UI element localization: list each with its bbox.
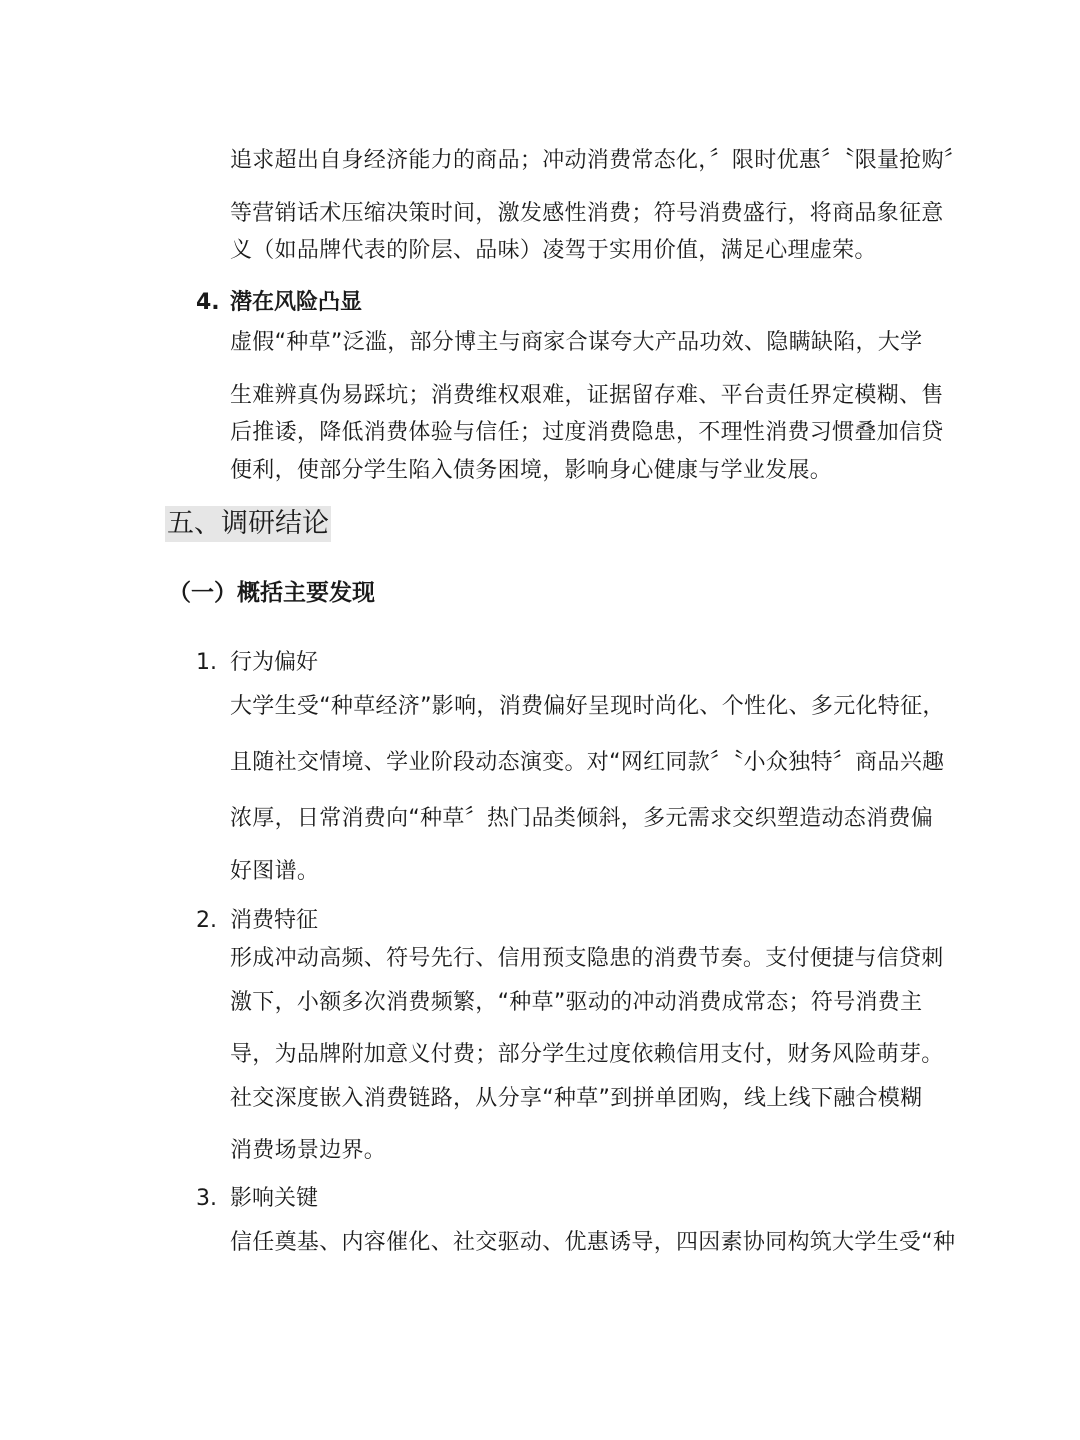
list-item-heading	[196, 1184, 318, 1214]
list-item-title: 潜在风险凸显	[230, 290, 363, 315]
list-item-title: 行为偏好	[230, 650, 319, 675]
list-item-number: 4.	[196, 290, 220, 315]
paragraph-line: 社交深度嵌入消费链路，从分享“种草”到拼单团购，线上线下融合模糊	[230, 1086, 923, 1111]
paragraph-line: 等营销话术压缩决策时间，激发感性消费；符号消费盛行，将商品象征意	[230, 201, 944, 226]
paragraph-line: 生难辨真伪易踩坑；消费维权艰难，证据留存难、平台责任界定模糊、售	[230, 383, 944, 408]
subsection-title: （一）概括主要发现	[168, 580, 375, 606]
paragraph-line: 追求超出自身经济能力的商品；冲动消费常态化，〞限时优惠〞〝限量抢购〞	[230, 148, 967, 173]
list-item-number: 1.	[196, 650, 217, 675]
paragraph-line: 且随社交情境、学业阶段动态演变。对“网红同款〞〝小众独特〞商品兴趣	[230, 750, 945, 775]
paragraph-line: 虚假“种草”泛滥，部分博主与商家合谋夸大产品功效、隐瞒缺陷，大学	[230, 330, 923, 355]
paragraph-line: 好图谱。	[230, 859, 320, 884]
paragraph-line: 大学生受“种草经济”影响，消费偏好呈现时尚化、个性化、多元化特征，	[230, 694, 945, 719]
paragraph-line: 后推诿，降低消费体验与信任；过度消费隐患，不理性消费习惯叠加信贷	[230, 420, 944, 445]
list-item-title: 消费特征	[230, 908, 319, 933]
list-item-heading	[196, 288, 362, 318]
list-item-heading	[196, 648, 318, 678]
paragraph-line: 义（如品牌代表的阶层、品味）凌驾于实用价值，满足心理虚荣。	[230, 238, 877, 263]
paragraph-line: 便利，使部分学生陷入债务困境，影响身心健康与学业发展。	[230, 458, 833, 483]
list-item-title: 影响关键	[230, 1186, 319, 1211]
list-item-heading	[196, 906, 318, 936]
paragraph-line: 导，为品牌附加意义付费；部分学生过度依赖信用支付，财务风险萌芽。	[230, 1042, 944, 1067]
list-item-number: 2.	[196, 908, 217, 933]
paragraph-line: 激下，小额多次消费频繁，“种草”驱动的冲动消费成常态；符号消费主	[230, 990, 923, 1015]
list-item-number: 3.	[196, 1186, 217, 1211]
paragraph-line: 形成冲动高频、符号先行、信用预支隐患的消费节奏。支付便捷与信贷刺	[230, 946, 944, 971]
paragraph-line: 浓厚，日常消费向“种草〞热门品类倾斜，多元需求交织塑造动态消费偏	[230, 806, 933, 831]
section-title: 五、调研结论	[165, 506, 331, 542]
paragraph-line: 信任奠基、内容催化、社交驱动、优惠诱导，四因素协同构筑大学生受“种	[230, 1230, 956, 1255]
paragraph-line: 消费场景边界。	[230, 1138, 387, 1163]
